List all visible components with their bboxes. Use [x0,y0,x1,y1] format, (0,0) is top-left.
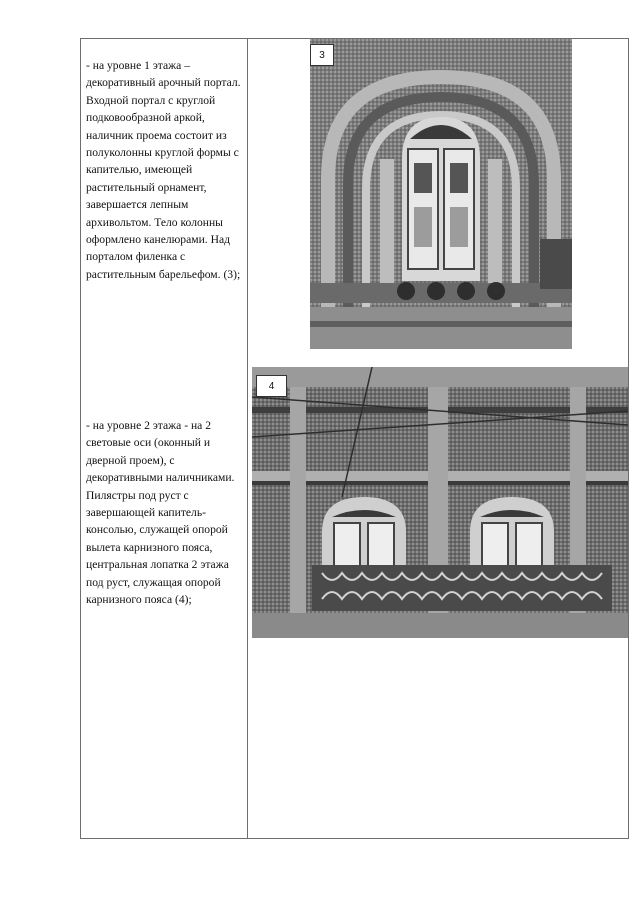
photo-arched-portal [310,39,572,349]
row-2-description: - на уровне 2 этажа - на 2 световые оси (оконный и дверной проем), с декоративными наличниками. Пилястры под руст с завершающей капитель-консолью, служащей опорой вылета карнизного пояса, центральная лопатка 2 этажа под руст, служащая опорой карнизного пояса (4); [86,419,235,607]
row-1-description: - на уровне 1 этажа – декоративный арочный портал. Входной портал с круглой подковообразной аркой, наличник проема состоит из полуколонны круглой формы с капителью, имеющей растительный орнамент, завершается лепным архивольтом. Тело колонны оформлено канелюрами. Над порталом филенка с растительным барельефом. (3); [86,59,241,281]
document-table [80,38,629,839]
column-divider [247,39,248,838]
photo-number-label: 4 [256,375,287,397]
photo-number-label: 3 [310,44,334,66]
facade-illustration [252,367,628,638]
photo-second-floor-facade [252,367,628,638]
portal-illustration [310,39,572,349]
